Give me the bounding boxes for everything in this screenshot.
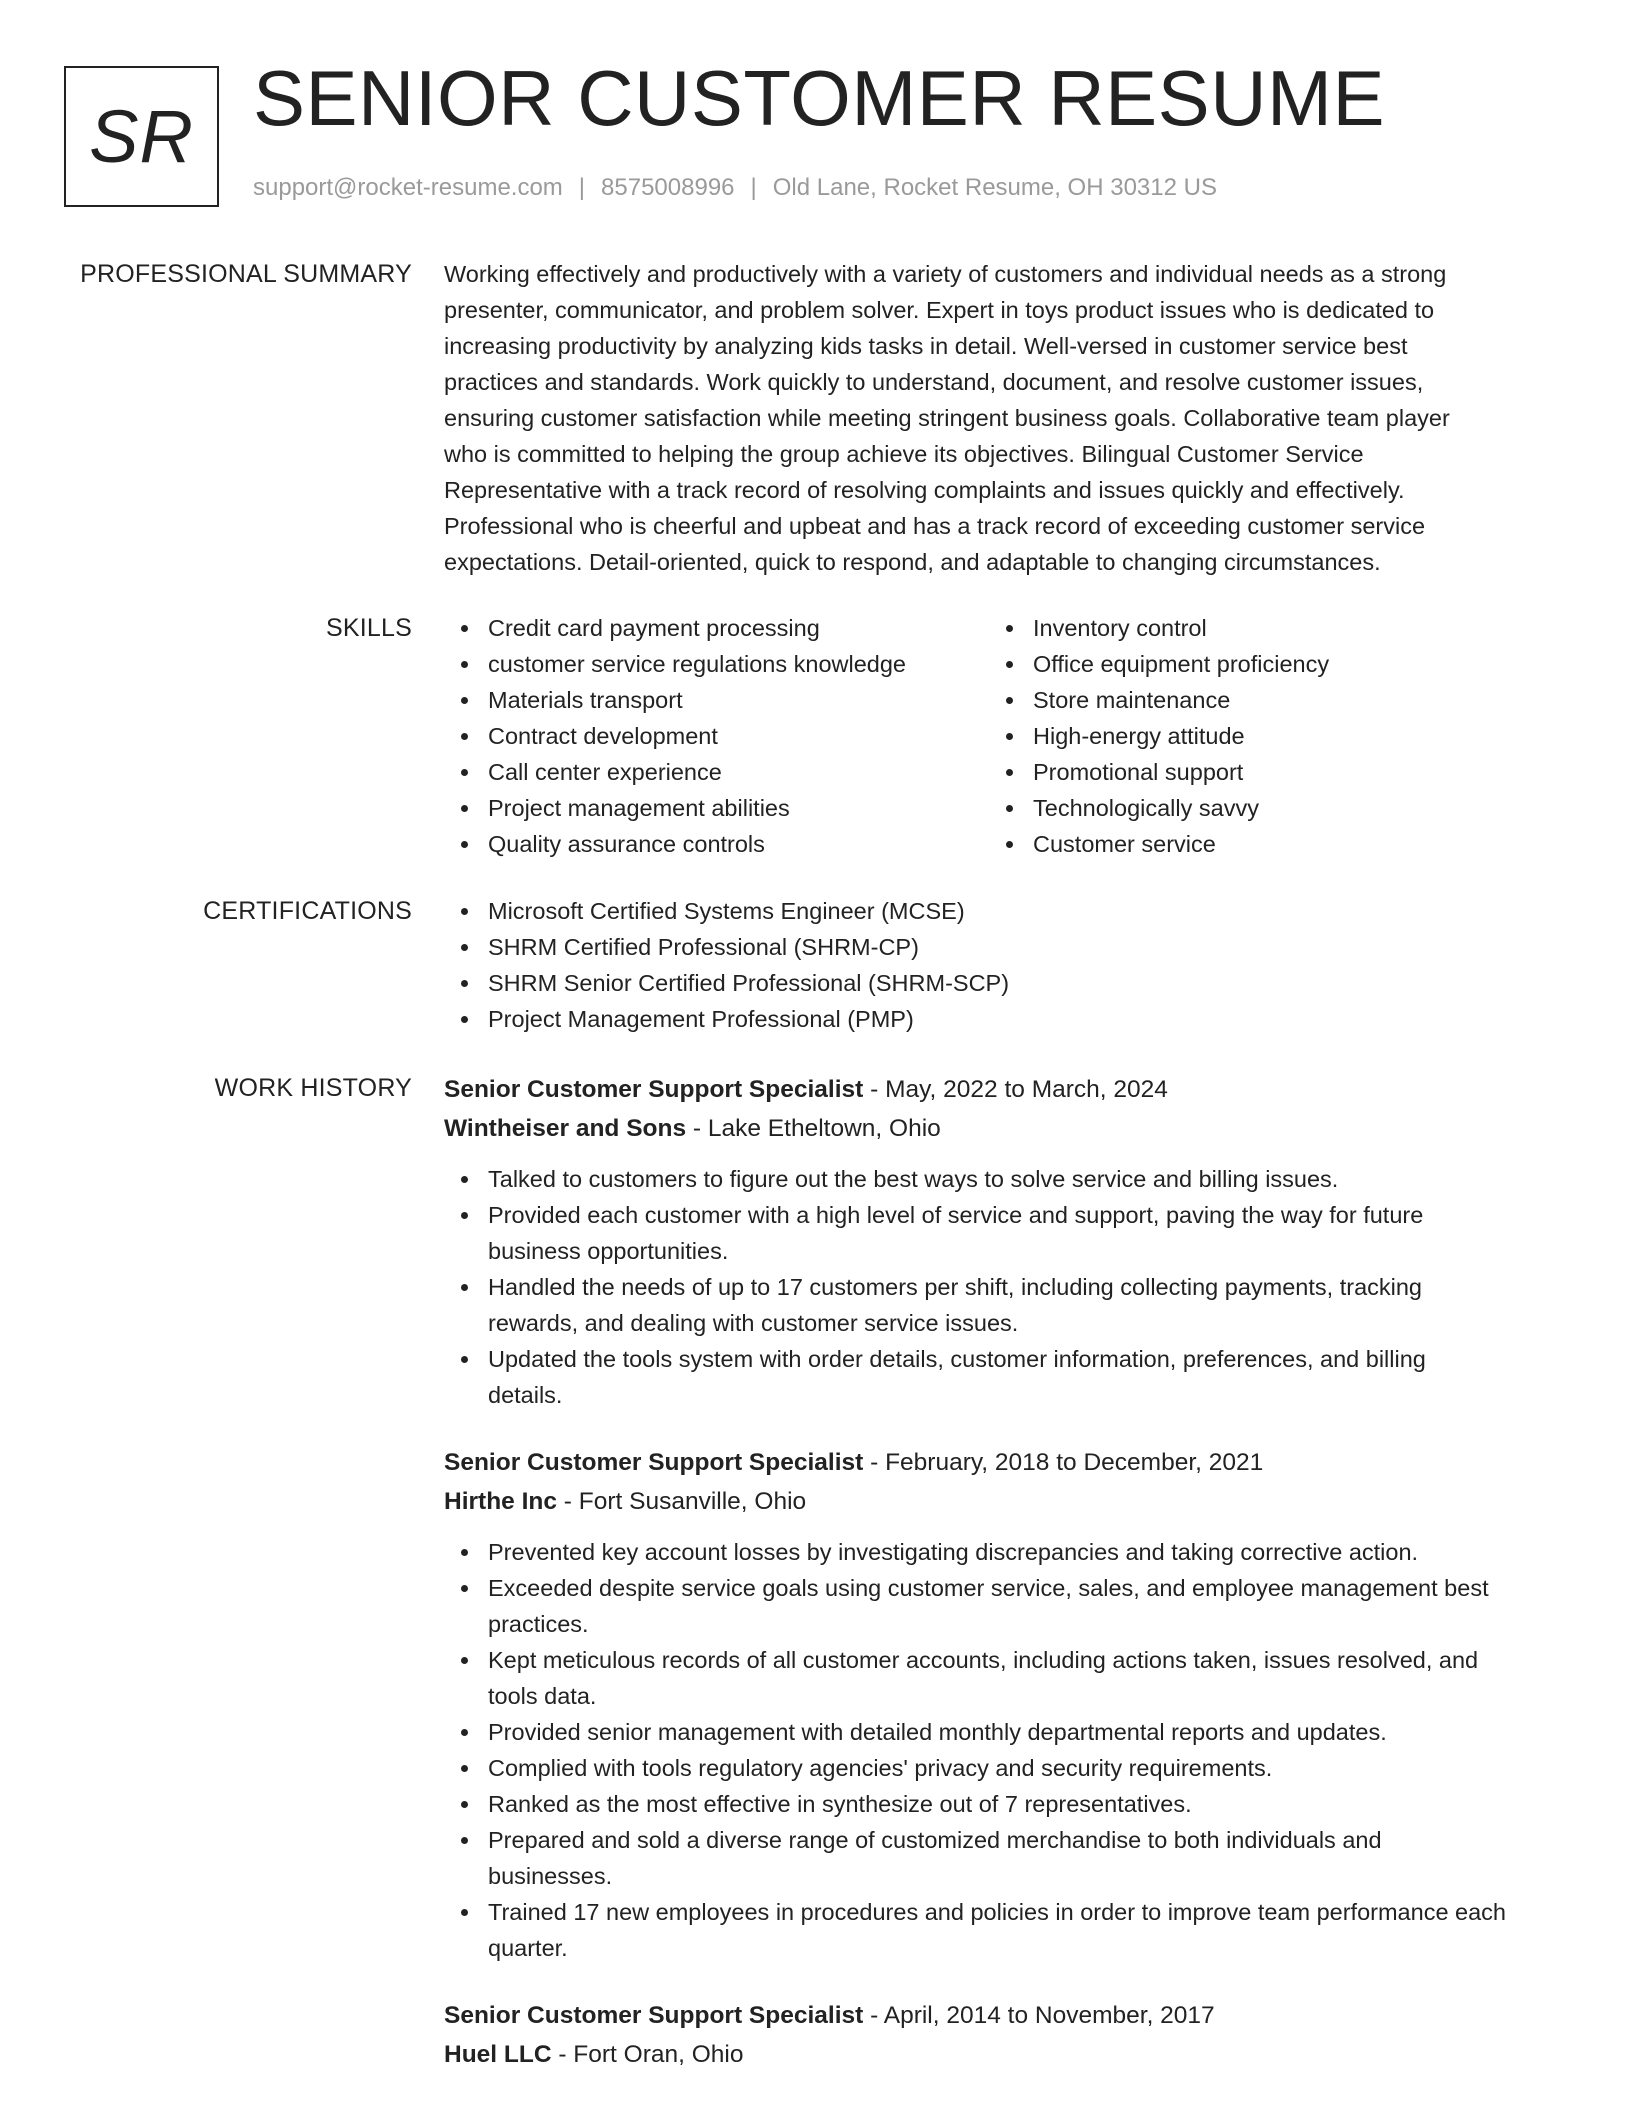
monogram-logo xyxy=(64,66,219,207)
skill-item: Customer service xyxy=(989,826,1534,862)
skill-item: Store maintenance xyxy=(989,682,1534,718)
job-company-line xyxy=(444,1482,1554,1521)
job-title: Senior Customer Support Specialist xyxy=(444,1449,864,1476)
duty-line: Exceeded despite service goals using customer service, sales, and employee management best xyxy=(488,1575,1489,1601)
certification-item: SHRM Certified Professional (SHRM-CP) xyxy=(444,929,1554,965)
job-location: - Fort Oran, Ohio xyxy=(551,2041,744,2068)
skill-item: Promotional support xyxy=(989,754,1534,790)
monogram-initials: SR xyxy=(89,95,194,178)
job-duties-list xyxy=(444,1161,1554,1413)
skill-item: Office equipment proficiency xyxy=(989,646,1534,682)
job-title: Senior Customer Support Specialist xyxy=(444,1076,864,1103)
contact-email[interactable]: support@rocket-resume.com xyxy=(253,174,563,201)
summary-line: ensuring customer satisfaction while meeting stringent business goals. Collaborative team player xyxy=(444,405,1450,431)
skills-list-right xyxy=(989,610,1534,862)
job-duty-item xyxy=(444,1714,1554,1750)
contact-phone[interactable]: 8575008996 xyxy=(601,174,735,201)
skill-item: High-energy attitude xyxy=(989,718,1534,754)
job-company: Hirthe Inc xyxy=(444,1488,557,1515)
summary-body xyxy=(444,256,1554,580)
duty-line: rewards, and dealing with customer service issues. xyxy=(488,1310,1019,1336)
job-company: Wintheiser and Sons xyxy=(444,1115,687,1142)
duty-line: details. xyxy=(488,1382,563,1408)
job-duty-item xyxy=(444,1750,1554,1786)
summary-line: expectations. Detail-oriented, quick to respond, and adaptable to changing circumstances. xyxy=(444,549,1381,575)
summary-line: presenter, communicator, and problem solver. Expert in toys product issues who is dedicated to xyxy=(444,297,1435,323)
section-heading: SKILLS xyxy=(326,614,412,642)
duty-line: Prevented key account losses by investigating discrepancies and taking corrective action. xyxy=(488,1539,1419,1565)
skills-body xyxy=(444,610,1554,862)
section-heading: CERTIFICATIONS xyxy=(203,897,412,925)
contact-separator: | xyxy=(750,174,757,201)
certification-item: Microsoft Certified Systems Engineer (MCSE) xyxy=(444,893,1554,929)
duty-line: Talked to customers to figure out the best ways to solve service and billing issues. xyxy=(488,1166,1339,1192)
job-duty-item xyxy=(444,1534,1554,1570)
duty-line: practices. xyxy=(488,1611,589,1637)
skill-item: Credit card payment processing xyxy=(444,610,989,646)
job-duties-list xyxy=(444,1534,1554,1966)
summary-line: Representative with a track record of resolving complaints and issues quickly and effectively. xyxy=(444,477,1405,503)
job-title-line xyxy=(444,1070,1554,1109)
section-heading: WORK HISTORY xyxy=(214,1074,412,1102)
contact-line xyxy=(253,174,1217,202)
certifications-list xyxy=(444,893,1554,1037)
summary-line: increasing productivity by analyzing kids tasks in detail. Well-versed in customer service best xyxy=(444,333,1408,359)
duty-line: businesses. xyxy=(488,1863,613,1889)
job-duty-item xyxy=(444,1822,1554,1894)
skill-item: Inventory control xyxy=(989,610,1534,646)
duty-line: Prepared and sold a diverse range of customized merchandise to both individuals and xyxy=(488,1827,1382,1853)
summary-line: Professional who is cheerful and upbeat and has a track record of exceeding customer service xyxy=(444,513,1426,539)
job-duty-item xyxy=(444,1570,1554,1642)
job-location: - Lake Etheltown, Ohio xyxy=(686,1115,941,1142)
work-history-body xyxy=(444,1070,1554,2074)
job-duty-item xyxy=(444,1786,1554,1822)
skill-item: customer service regulations knowledge xyxy=(444,646,989,682)
job-dates: - April, 2014 to November, 2017 xyxy=(863,2002,1215,2029)
skill-item: Technologically savvy xyxy=(989,790,1534,826)
duty-line: Handled the needs of up to 17 customers per shift, including collecting payments, tracking xyxy=(488,1274,1422,1300)
skill-item: Materials transport xyxy=(444,682,989,718)
skill-item: Contract development xyxy=(444,718,989,754)
job-entry xyxy=(444,1070,1554,1413)
section-heading: PROFESSIONAL SUMMARY xyxy=(80,260,412,288)
summary-line: Working effectively and productively with a variety of customers and individual needs as a strong xyxy=(444,261,1447,287)
job-duty-item xyxy=(444,1269,1554,1341)
contact-separator: | xyxy=(578,174,586,201)
duty-line: Trained 17 new employees in procedures and policies in order to improve team performance each xyxy=(488,1899,1507,1925)
job-duty-item xyxy=(444,1197,1554,1269)
job-duty-item xyxy=(444,1341,1554,1413)
duty-line: Provided senior management with detailed monthly departmental reports and updates. xyxy=(488,1719,1387,1745)
job-title-line xyxy=(444,1996,1554,2035)
duty-line: Provided each customer with a high level of service and support, paving the way for future xyxy=(488,1202,1424,1228)
summary-line: practices and standards. Work quickly to understand, document, and resolve customer issues, xyxy=(444,369,1424,395)
job-duty-item xyxy=(444,1642,1554,1714)
job-dates: - May, 2022 to March, 2024 xyxy=(863,1076,1168,1103)
contact-address: Old Lane, Rocket Resume, OH 30312 US xyxy=(772,174,1217,201)
duty-line: business opportunities. xyxy=(488,1238,729,1264)
duty-line: Updated the tools system with order details, customer information, preferences, and billing xyxy=(488,1346,1426,1372)
duty-line: Complied with tools regulatory agencies' privacy and security requirements. xyxy=(488,1755,1273,1781)
duty-line: tools data. xyxy=(488,1683,597,1709)
job-entry xyxy=(444,1996,1554,2074)
job-entry xyxy=(444,1443,1554,1966)
job-dates: - February, 2018 to December, 2021 xyxy=(863,1449,1264,1476)
job-location: - Fort Susanville, Ohio xyxy=(557,1488,807,1515)
job-company: Huel LLC xyxy=(444,2041,552,2068)
job-title-line xyxy=(444,1443,1554,1482)
job-duty-item xyxy=(444,1894,1554,1966)
resume-title: SENIOR CUSTOMER RESUME xyxy=(253,54,1386,142)
skill-item: Project management abilities xyxy=(444,790,989,826)
summary-line: who is committed to helping the group achieve its objectives. Bilingual Customer Service xyxy=(444,441,1364,467)
certification-item: SHRM Senior Certified Professional (SHRM-SCP) xyxy=(444,965,1554,1001)
duty-line: Kept meticulous records of all customer accounts, including actions taken, issues resolved, and xyxy=(488,1647,1479,1673)
duty-line: Ranked as the most effective in synthesize out of 7 representatives. xyxy=(488,1791,1192,1817)
job-company-line xyxy=(444,2035,1554,2074)
job-title: Senior Customer Support Specialist xyxy=(444,2002,864,2029)
skill-item: Call center experience xyxy=(444,754,989,790)
skill-item: Quality assurance controls xyxy=(444,826,989,862)
certifications-body xyxy=(444,893,1554,1037)
job-duty-item xyxy=(444,1161,1554,1197)
skills-list-left xyxy=(444,610,989,862)
certification-item: Project Management Professional (PMP) xyxy=(444,1001,1554,1037)
duty-line: quarter. xyxy=(488,1935,568,1961)
job-company-line xyxy=(444,1109,1554,1148)
